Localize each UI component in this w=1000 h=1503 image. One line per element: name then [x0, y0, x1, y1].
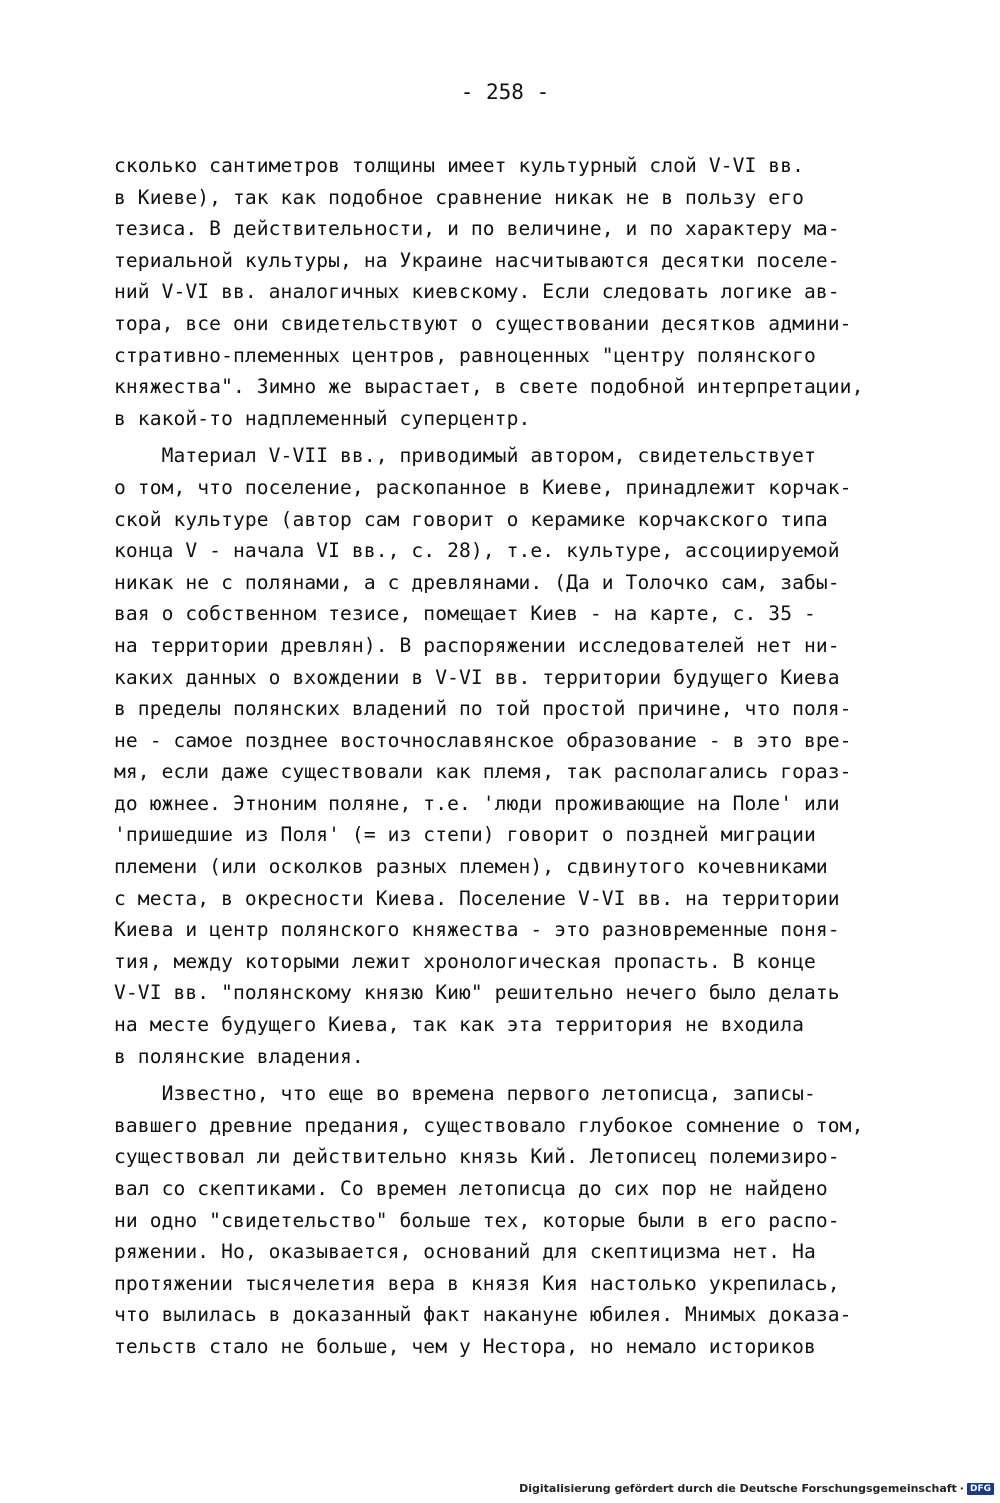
paragraph [114, 1078, 914, 1362]
text-line: вая о собственном тезисе, помещает Киев - на карте, с. 35 - [114, 602, 816, 626]
text-line: о том, что поселение, раскопанное в Киеве, принадлежит корчак- [114, 475, 852, 499]
document-body [114, 150, 914, 1363]
footer-separator: · [959, 1482, 964, 1495]
text-line: княжества". Зимно же вырастает, в свете подобной интерпретации, [114, 375, 864, 399]
text-line: сколько сантиметров толщины имеет культурный слой V-VI вв. [114, 154, 804, 177]
paragraph [114, 150, 914, 434]
text-line: существовал ли действительно князь Кий. Летописец полемизиро- [114, 1145, 840, 1169]
text-line: в полянские владения. [114, 1044, 364, 1068]
text-line: ской культуре (автор сам говорит о керамике корчакского типа [114, 507, 828, 531]
text-line: тия, между которыми лежит хронологическая пропасть. В конце [114, 949, 816, 973]
page-number: - 258 - [460, 80, 550, 104]
dfg-logo-icon: DFG [967, 1483, 994, 1495]
digitization-footer [519, 1482, 994, 1495]
footer-credit-text: Digitalisierung gefördert durch die Deutsche Forschungsgemeinschaft [519, 1482, 957, 1495]
text-line: стративно-племенных центров, равноценных "центру полянского [114, 343, 816, 367]
text-line: в Киеве), так как подобное сравнение никак не в пользу его [114, 185, 804, 209]
text-line: конца V - начала VI вв., с. 28), т.е. культуре, ассоциируемой [114, 539, 840, 563]
text-line: вавшего древние предания, существовало глубокое сомнение о том, [114, 1113, 864, 1137]
text-line: Киева и центр полянского княжества - это разновременные поня- [114, 918, 840, 942]
text-line: в какой-то надплеменный суперцентр. [114, 406, 531, 430]
text-line: в пределы полянских владений по той простой причине, что поля- [114, 697, 852, 721]
text-line: V-VI вв. "полянскому князю Кию" решительно нечего было делать [114, 981, 840, 1005]
text-line: до южнее. Этноним поляне, т.е. 'люди проживающие на Поле' или [114, 791, 840, 815]
text-line: мя, если даже существовали как племя, так располагались горaз- [114, 760, 852, 784]
text-line: тора, все они свидетельствуют о существовании десятков админи- [114, 311, 852, 335]
text-line: тельств стало не больше, чем у Нестора, но немало историков [114, 1334, 816, 1358]
text-line: 'пришедшие из Поля' (= из степи) говорит о поздней миграции [114, 823, 816, 847]
text-line: Материал V-VII вв., приводимый автором, свидетельствует [114, 444, 816, 468]
text-line: племени (или осколков разных племен), сдвинутого кочевниками [114, 855, 828, 879]
text-line: с места, в окресности Киева. Поселение V-VI вв. на территории [114, 886, 840, 910]
text-line: никак не с полянами, а с древлянами. (Да и Толочко сам, забы- [114, 570, 840, 594]
paragraph [114, 440, 914, 1072]
text-line: вал со скептиками. Со времен летописца до сих пор не найдено [114, 1177, 828, 1200]
text-line: тезиса. В действительности, и по величине, и по характеру ма- [114, 217, 840, 241]
text-line: Известно, что еще во времена первого летописца, записы- [114, 1082, 816, 1106]
text-line: ни одно "свидетельство" больше тех, которые были в его распо- [114, 1208, 840, 1232]
text-line: ряжении. Но, оказывается, оснований для скептицизма нет. На [114, 1240, 816, 1264]
text-line: ний V-VI вв. аналогичных киевскому. Если следовать логике ав- [114, 280, 840, 304]
text-line: что вылилась в доказанный факт накануне юбилея. Мнимых доказа- [114, 1303, 852, 1327]
text-line: не - самое позднее восточнославянское образование - в это вре- [114, 728, 852, 752]
text-line: каких данных о вхождении в V-VI вв. территории будущего Киева [114, 665, 840, 689]
text-line: на месте будущего Киева, так как эта территория не входила [114, 1013, 804, 1037]
text-line: протяжении тысячелетия вера в князя Кия настолько укрепилась, [114, 1271, 840, 1295]
text-line: на территории древлян). В распоряжении исследователей нет ни- [114, 633, 840, 657]
text-line: териальной культуры, на Украине насчитываются десятки поселе- [114, 248, 840, 272]
